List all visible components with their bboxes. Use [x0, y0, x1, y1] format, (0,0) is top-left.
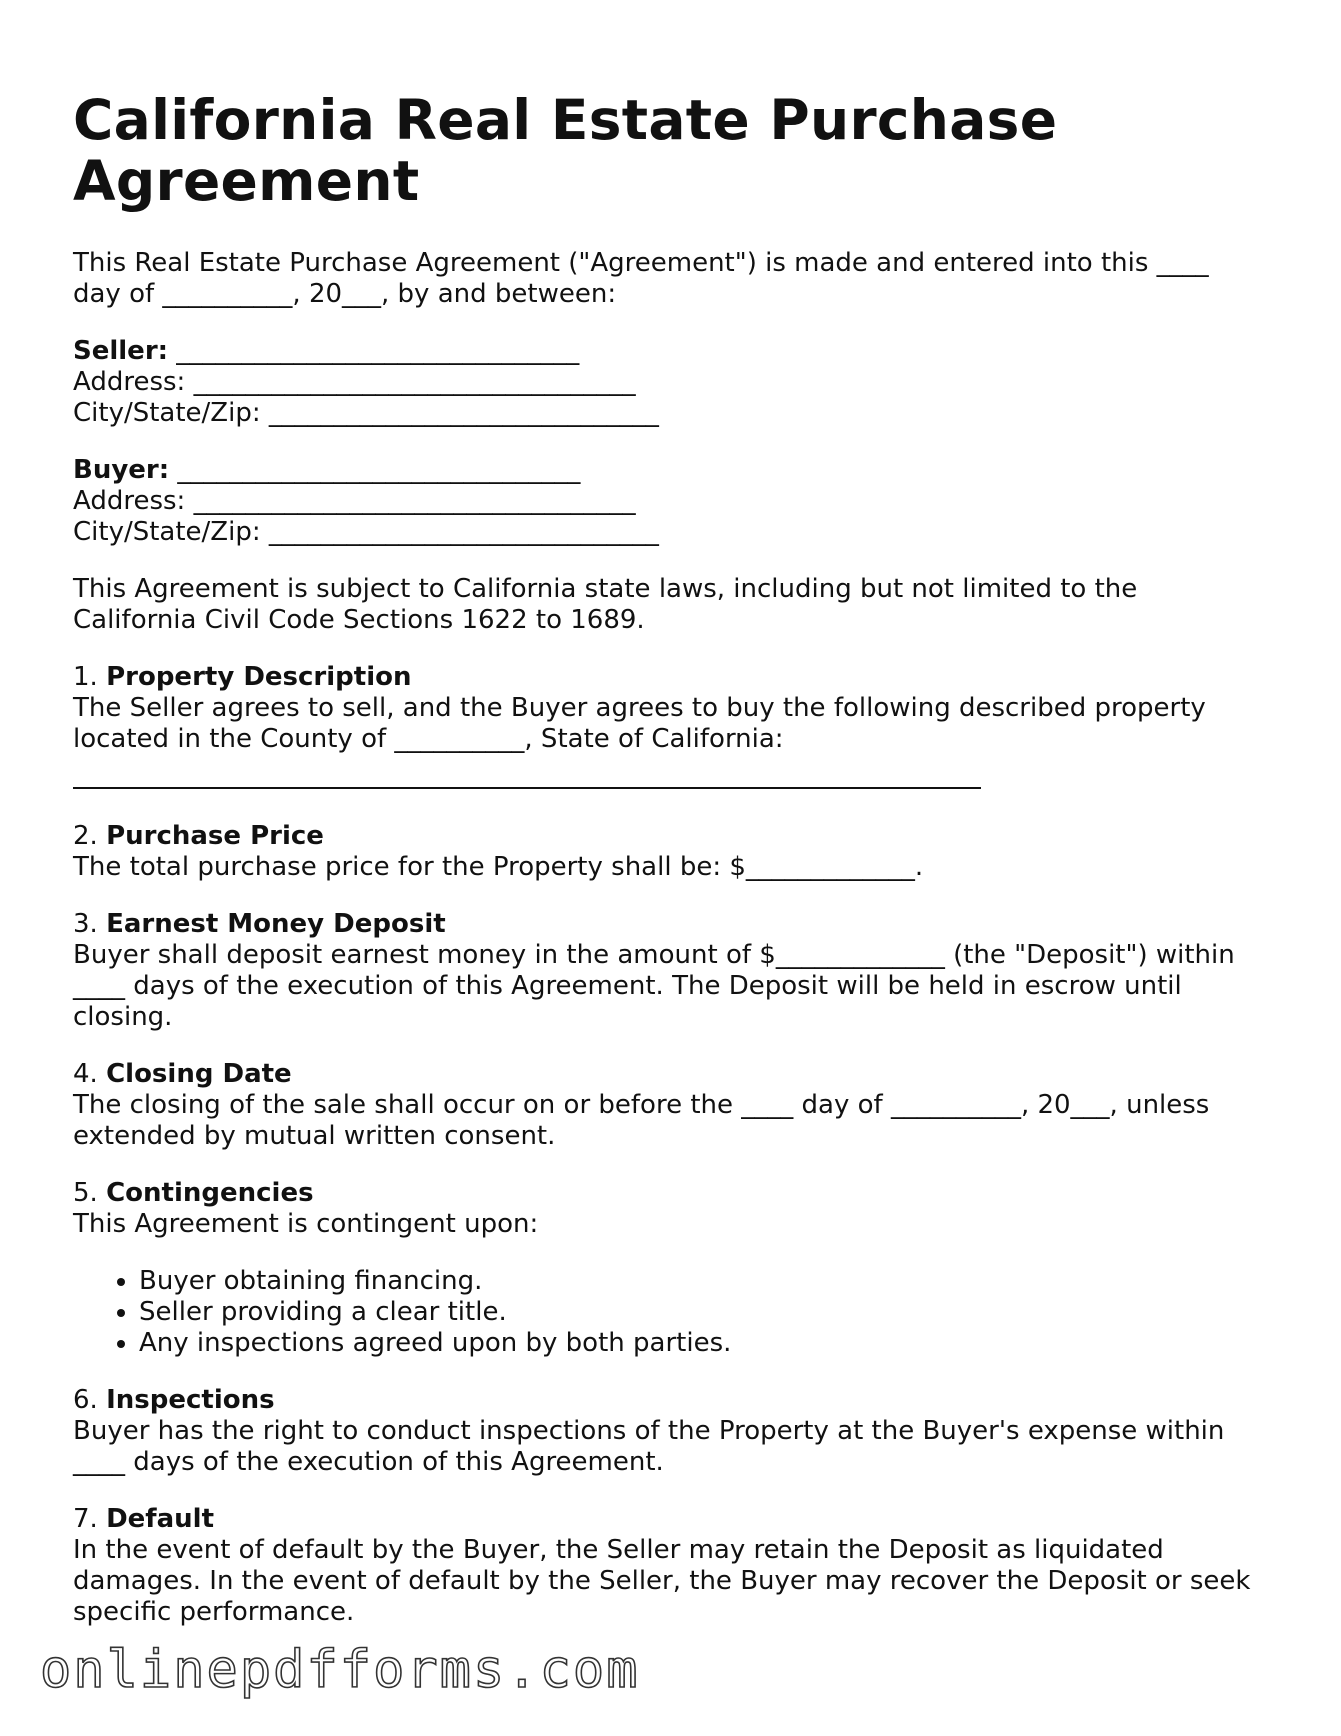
section-title: Contingencies — [106, 1178, 314, 1208]
seller-name-blank: _______________________________ — [168, 336, 580, 366]
section-contingencies — [73, 1178, 1273, 1359]
section-line: damages. In the event of default by the Seller, the Buyer may recover the Deposit or seek — [73, 1566, 1251, 1596]
seller-address: Address: __________________________________ — [73, 367, 636, 397]
section-line: ____ days of the execution of this Agreement. — [73, 1447, 664, 1477]
section-heading — [73, 1504, 1273, 1535]
intro-paragraph — [73, 248, 1273, 310]
section-line: closing. — [73, 1002, 173, 1032]
section-purchase-price — [73, 821, 1273, 883]
seller-label: Seller: — [73, 336, 169, 366]
list-item: • Any inspections agreed upon by both parties. — [139, 1328, 1273, 1359]
section-earnest-money — [73, 909, 1273, 1033]
section-heading — [73, 821, 1273, 852]
section-inspections — [73, 1385, 1273, 1478]
section-property-description — [73, 662, 1273, 789]
section-title: Earnest Money Deposit — [106, 909, 446, 939]
section-title: Inspections — [106, 1385, 275, 1415]
section-line: The total purchase price for the Property shall be: $_____________. — [73, 852, 924, 882]
buyer-name-blank: _______________________________ — [169, 455, 581, 485]
intro-line-2: day of __________, 20___, by and between: — [73, 279, 617, 309]
buyer-block — [73, 455, 1273, 548]
section-number: 7. — [73, 1504, 107, 1534]
section-title: Closing Date — [106, 1059, 292, 1089]
section-title: Property Description — [106, 662, 412, 692]
list-item: • Buyer obtaining financing. — [139, 1266, 1273, 1297]
law-paragraph — [73, 574, 1273, 636]
section-heading — [73, 1059, 1273, 1090]
section-closing-date — [73, 1059, 1273, 1152]
section-line: Buyer shall deposit earnest money in the amount of $_____________ (the "Deposit") within — [73, 940, 1235, 970]
seller-name-line — [73, 336, 1273, 367]
page-title: California Real Estate Purchase Agreement — [73, 88, 1058, 213]
contingency-list — [73, 1266, 1273, 1359]
section-line: located in the County of __________, State of California: — [73, 724, 784, 754]
document-page — [73, 90, 1273, 1654]
section-title: Default — [106, 1504, 215, 1534]
list-item: • Seller providing a clear title. — [139, 1297, 1273, 1328]
section-number: 6. — [73, 1385, 107, 1415]
intro-line-1: This Real Estate Purchase Agreement ("Agreement") is made and entered into this ____ — [73, 248, 1209, 278]
section-heading — [73, 909, 1273, 940]
section-number: 3. — [73, 909, 107, 939]
section-line: Buyer has the right to conduct inspections of the Property at the Buyer's expense within — [73, 1416, 1225, 1446]
section-number: 1. — [73, 662, 107, 692]
section-number: 5. — [73, 1178, 107, 1208]
section-default — [73, 1504, 1273, 1628]
section-heading — [73, 1178, 1273, 1209]
section-title: Purchase Price — [106, 821, 324, 851]
section-line: specific performance. — [73, 1597, 355, 1627]
law-line-1: This Agreement is subject to California state laws, including but not limited to the — [73, 574, 1138, 604]
seller-city: City/State/Zip: ______________________________ — [73, 398, 659, 428]
section-line: In the event of default by the Buyer, the Seller may retain the Deposit as liquidated — [73, 1535, 1164, 1565]
section-heading — [73, 1385, 1273, 1416]
buyer-address: Address: __________________________________ — [73, 486, 636, 516]
section-number: 4. — [73, 1059, 107, 1089]
seller-block — [73, 336, 1273, 429]
section-line: extended by mutual written consent. — [73, 1121, 556, 1151]
section-line: ____ days of the execution of this Agreement. The Deposit will be held in escrow until — [73, 971, 1182, 1001]
buyer-name-line — [73, 455, 1273, 486]
section-line: The Seller agrees to sell, and the Buyer agrees to buy the following described property — [73, 693, 1206, 723]
property-description-blank — [73, 787, 981, 789]
section-number: 2. — [73, 821, 107, 851]
law-line-2: California Civil Code Sections 1622 to 1689. — [73, 605, 645, 635]
section-heading — [73, 662, 1273, 693]
section-line: This Agreement is contingent upon: — [73, 1209, 539, 1239]
section-line: The closing of the sale shall occur on or before the ____ day of __________, 20___, unless — [73, 1090, 1210, 1120]
buyer-city: City/State/Zip: ______________________________ — [73, 517, 659, 547]
buyer-label: Buyer: — [73, 455, 170, 485]
watermark: onlinepdfforms.com — [40, 1640, 640, 1700]
